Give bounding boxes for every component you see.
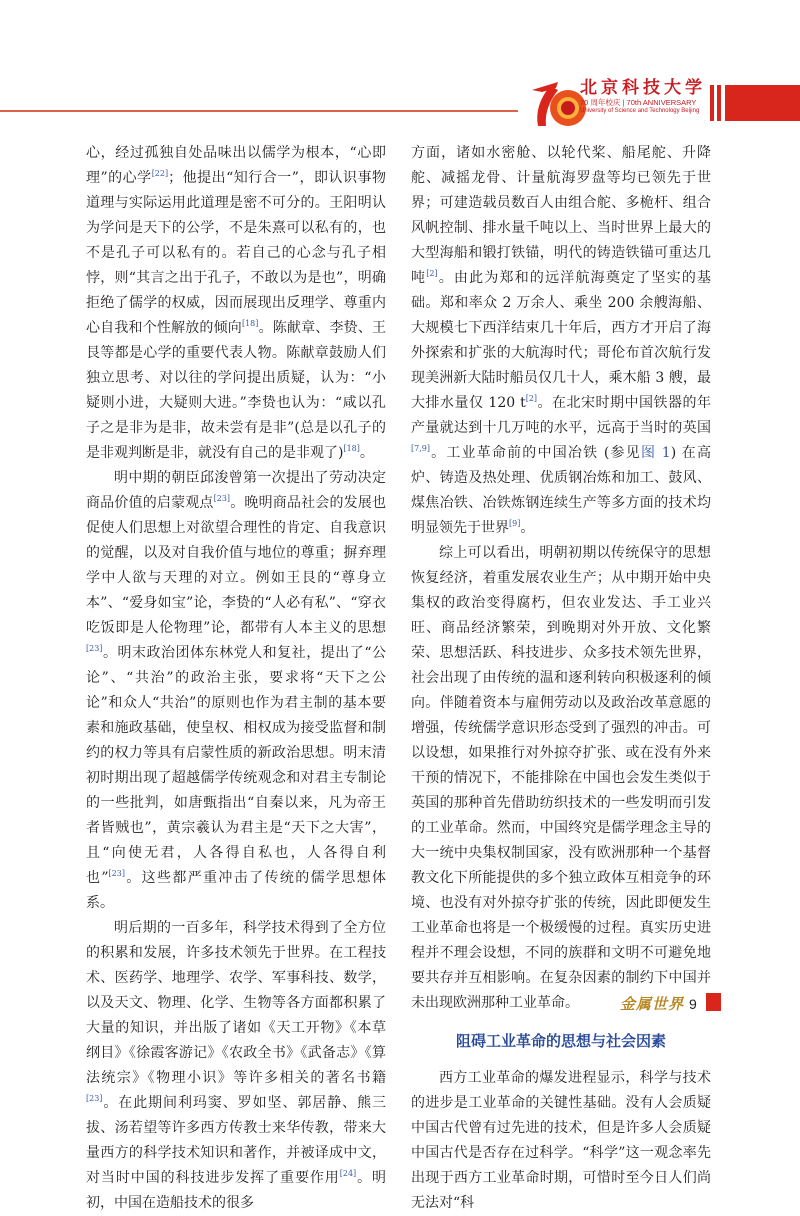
university-name-cn: 北京科技大学 xyxy=(580,78,706,98)
text: 。工业革命前的中国冶铁 (参见 xyxy=(429,445,641,461)
citation[interactable]: [2] xyxy=(525,394,538,403)
text: 。在此期间利玛窦、罗如坚、郭居静、熊三拔、汤若望等许多西方传教士来华传教，带来大量西方的科学技术知识和著作，并被译成中文，对当时中国的科技进步发挥了重要作用 xyxy=(86,1095,386,1186)
paragraph xyxy=(86,466,386,916)
text: 心，经过孤独自处品味出以儒学为根本，“心即理”的心学 xyxy=(86,145,386,186)
text: 。陈献章、李贽、王艮等都是心学的重要代表人物。陈献章鼓励人们独立思考、对以往的学问提出质疑，认为：“小疑则小进，大疑则大进。”李贽也认为：“咸以孔子之是非为是非，故未尝有是非”(总是以孔子的是非观判断是非，就没有自己的是非观了) xyxy=(86,320,387,461)
footer-decor-square xyxy=(706,993,721,1011)
header-decor-block xyxy=(725,85,800,121)
left-column xyxy=(86,141,386,1216)
text: 。明末政治团体东林党人和复社，提出了“公论”、“共治”的政治主张，要求将“天下之公论”和众人“共治”的原则也作为君主制的基本要素和施政基础，使皇权、相权成为接受监督和制约的权力等具有启蒙性质的新政治思想。明末清初时期出现了超越儒学传统观念和对君主专制论的一些批判，如唐甄指出“自秦以来，凡为帝王者皆贼也”，黄宗羲认为君主是“天下之大害”，且“向使无君，人各得自私也，人各得自利也” xyxy=(86,645,386,886)
header-decor-bar xyxy=(717,85,721,121)
citation[interactable]: [7,9] xyxy=(411,444,430,453)
university-name-en: University of Science and Technology Beijing xyxy=(580,108,700,114)
text: 。这些都严重冲击了传统的儒学思想体系。 xyxy=(86,870,386,911)
citation[interactable]: [2] xyxy=(426,269,438,278)
magazine-logo: 金属世界 xyxy=(620,995,685,1013)
section-heading: 阻碍工业革命的思想与社会因素 xyxy=(455,1032,666,1050)
text: 方面，诸如水密舱、以轮代桨、船尾舵、升降舵、减摇龙骨、计量航海罗盘等均已领先于世界；可建造载员数百人由组合舵、多桅杆、组合风帆控制、排水量千吨以上、当时世界上最大的大型海船和锻打铁锚，明代的铸造铁锚可重达几吨 xyxy=(411,145,711,286)
citation[interactable]: [23] xyxy=(213,494,231,503)
paragraph: 西方工业革命的爆发进程显示，科学与技术的进步是工业革命的关键性基础。没有人会质疑中国古代曾有过先进的技术，但是许多人会质疑中国古代是否存在过科学。“科学”这一观念率先出现于西方工业革命时期，可惜时至今日人们尚无法对“科 xyxy=(411,1070,711,1211)
figure-reference-link[interactable]: 图 1 xyxy=(640,445,671,461)
header-decor-bar xyxy=(710,85,714,121)
paragraph xyxy=(411,141,711,541)
citation[interactable]: [18] xyxy=(343,444,360,453)
citation[interactable]: [22] xyxy=(151,169,169,178)
text: 。 xyxy=(359,445,374,461)
university-logo-text xyxy=(580,78,720,115)
text: ) 在高炉、铸造及热处理、优质钢冶炼和加工、鼓风、煤焦冶铁、冶铁炼钢连续生产等多方面的技术均明显领先于世界 xyxy=(411,445,711,536)
text: 。 xyxy=(520,520,535,536)
citation[interactable]: [23] xyxy=(86,1094,103,1103)
header-rule xyxy=(0,110,518,112)
citation[interactable]: [23] xyxy=(86,644,103,653)
citation[interactable]: [23] xyxy=(108,869,125,878)
citation[interactable]: [24] xyxy=(339,1169,357,1178)
paragraph xyxy=(86,141,386,466)
paragraph xyxy=(86,916,386,1216)
right-column xyxy=(411,141,711,1216)
text: 。晚明商品社会的发展也促使人们思想上对欲望合理性的肯定、自我意识的觉醒，以及对自我价值与地位的尊重；摒弃理学中人欲与天理的对立。例如王艮的“尊身立本”、“爱身如宝”论，李贽的“人必有私”、“穿衣吃饭即是人伦物理”论，都带有人本主义的思想 xyxy=(86,495,387,636)
citation[interactable]: [18] xyxy=(241,319,259,328)
text: 明中期的朝臣邱浚曾第一次提出了劳动决定商品价值的启蒙观点 xyxy=(86,470,386,511)
text: 。由此为郑和的远洋航海奠定了坚实的基础。郑和率众 2 万余人、乘坐 200 余艘海船、大规模七下西洋结束几十年后，西方才开启了海外探索和扩张的大航海时代；哥伦布首次航行发现美洲新大陆时船员仅几十人，乘木船 3 艘，最大排水量仅 120 t xyxy=(411,270,712,411)
citation[interactable]: [9] xyxy=(509,519,521,528)
text: 。明初，中国在造船技术的很多 xyxy=(86,1170,387,1211)
text: 。在北宋时期中国铁器的年产量就达到十几万吨的水平，远高于当时的英国 xyxy=(411,395,712,436)
text: 明后期的一百多年，科学技术得到了全方位的积累和发展，许多技术领先于世界。在工程技术、医药学、地理学、农学、军事科技、数学，以及天文、物理、化学、生物等各方面都积累了大量的知识，并出版了诸如《天工开物》《本草纲目》《徐霞客游记》《农政全书》《武备志》《算法统宗》《物理小识》等许多相关的著名书籍 xyxy=(86,920,386,1086)
anniversary-line: 70 周年校庆 | 70th ANNIVERSARY xyxy=(580,98,697,107)
page-number: 9 xyxy=(689,996,697,1012)
paragraph: 综上可以看出，明朝初期以传统保守的思想恢复经济，着重发展农业生产；从中期开始中央集权的政治变得腐朽，但农业发达、手工业兴旺、商品经济繁荣，到晚期对外开放、文化繁荣、思想活跃、科技进步、众多技术领先世界，社会出现了由传统的温和逐利转向积极逐利的倾向。伴随着资本与雇佣劳动以及政治改革意愿的增强，传统儒学意识形态受到了强烈的冲击。可以设想，如果推行对外掠夺扩张、或在没有外来干预的情况下，不能排除在中国也会发生类似于英国的那种首先借助纺织技术的一些发明而引发的工业革命。然而，中国终究是儒学理念主导的大一统中央集权制国家，没有欧洲那种一个基督教文化下所能提供的多个独立政体互相竞争的环境、也没有对外掠夺扩张的传统，因此即便发生工业革命也将是一个极缓慢的过程。真实历史进程并不理会设想，不同的族群和文明不可避免地要共存并互相影响。在复杂因素的制约下中国并未出现欧洲那种工业革命。 xyxy=(411,545,711,1011)
text: ；他提出“知行合一”，即认识事物道理与实际运用此道理是密不可分的。王阳明认为学问是天下的公学，不是朱熹可以私有的，也不是孔子可以私有的。若自己的心念与孔子相悖，则“其言之出于孔子，不敢以为是也”，明确拒绝了儒学的权威，因而展现出反理学、尊重内心自我和个性解放的倾向 xyxy=(86,170,386,336)
